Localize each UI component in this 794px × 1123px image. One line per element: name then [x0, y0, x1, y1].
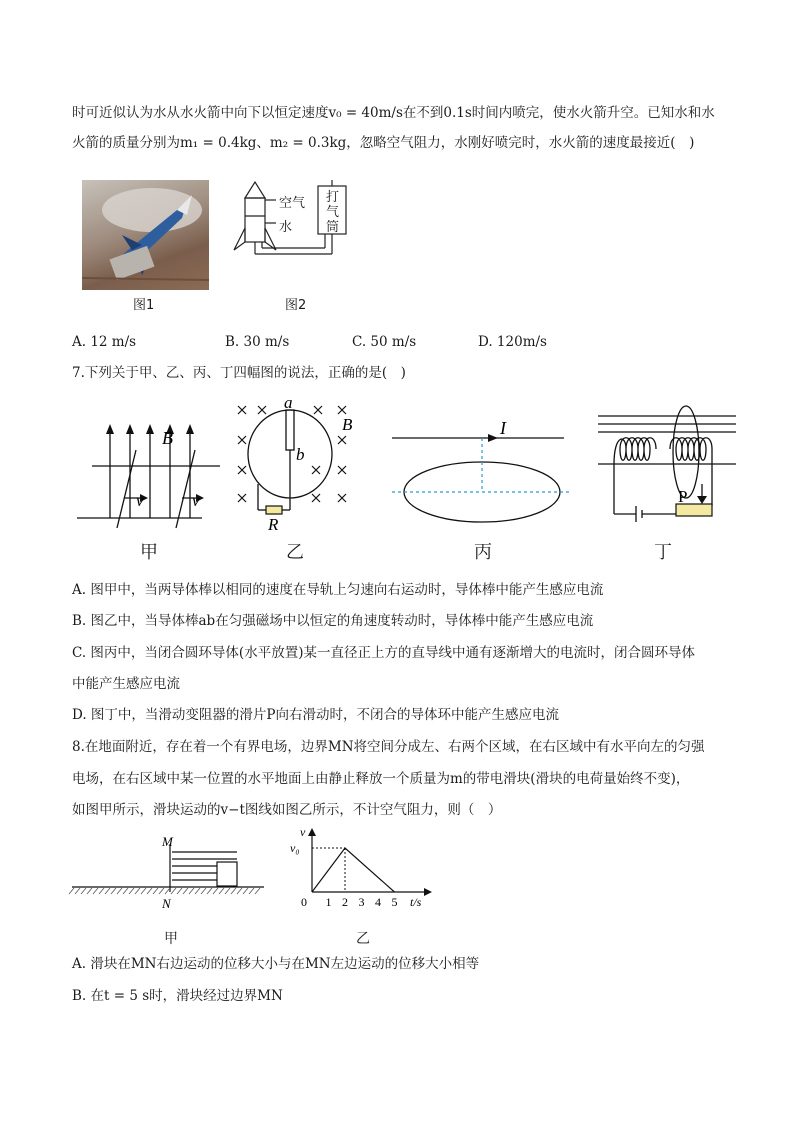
q7-option-a[interactable]: A. 图甲中，当两导体棒以相同的速度在导轨上匀速向右运动时，导体棒中能产生感应电流 [72, 582, 604, 598]
y-axis-label: v [300, 825, 306, 839]
field-into-page-mark [314, 406, 322, 414]
fig2-caption: 图2 [285, 298, 307, 313]
field-into-page-mark [312, 494, 320, 502]
label-v: v [136, 491, 144, 510]
caption-ding: 丁 [654, 542, 672, 563]
fig1-caption: 图1 [133, 298, 155, 313]
field-into-page-mark [238, 436, 246, 444]
label-I: I [500, 418, 506, 438]
q8-line-3: 如图甲所示，滑块运动的v−t图线如图乙所示，不计空气阻力，则（ ） [72, 802, 502, 818]
q7-option-b[interactable]: B. 图乙中，当导体棒ab在匀强磁场中以恒定的角速度转动时，导体棒中能产生感应电流 [72, 613, 594, 629]
caption-jia: 甲 [140, 542, 158, 563]
q8-caption-jia: 甲 [164, 931, 178, 947]
q8-option-a[interactable]: A. 滑块在MN右边运动的位移大小与在MN左边运动的位移大小相等 [72, 956, 480, 972]
pump-char: 气 [326, 205, 340, 220]
y-tick-label: v₀ [290, 841, 300, 855]
fig2-label-water: 水 [279, 220, 293, 235]
x-tick-label: 0 [301, 895, 307, 909]
q8-fig-jia [72, 832, 272, 912]
field-into-page-mark [338, 436, 346, 444]
q6-line-1: 时可近似认为水从水火箭中向下以恒定速度v₀ = 40m/s在不到0.1s时间内喷完，使水火箭升空。已知水和水 [72, 105, 715, 121]
q8-option-b[interactable]: B. 在t = 5 s时，滑块经过边界MN [72, 988, 283, 1004]
q7-fig-jia [72, 400, 232, 530]
x-tick-label: 3 [358, 895, 365, 909]
x-tick-label: 2 [342, 895, 348, 909]
pump-char: 打 [326, 190, 340, 205]
q7-option-c-line-1[interactable]: C. 图丙中，当闭合圆环导体(水平放置)某一直径正上方的直导线中通有逐渐增大的电流时，闭合圆环导体 [72, 645, 695, 661]
field-into-page-mark [312, 466, 320, 474]
label-M: M [162, 834, 173, 849]
field-into-page-mark [258, 406, 266, 414]
q8-line-1: 8.在地面附近，存在着一个有界电场，边界MN将空间分成左、右两个区域，在右区域中有水平向左的匀强 [72, 739, 705, 755]
field-into-page-mark [338, 494, 346, 502]
label-v: v [192, 491, 200, 510]
label-N: N [162, 896, 171, 911]
fig2-label-air: 空气 [279, 196, 306, 211]
pump-char: 筒 [326, 220, 340, 235]
vt-chart [290, 825, 438, 916]
q6-line-2: 火箭的质量分别为m₁ = 0.4kg、m₂ = 0.3kg，忽略空气阻力，水刚好喷完时，水火箭的速度最接近( ) [72, 135, 695, 151]
field-into-page-mark [238, 406, 246, 414]
q7-stem: 7.下列关于甲、乙、丙、丁四幅图的说法，正确的是( ) [72, 365, 406, 381]
field-into-page-mark [238, 494, 246, 502]
label-b: b [296, 445, 305, 464]
q8-caption-yi: 乙 [356, 931, 370, 947]
caption-yi: 乙 [286, 542, 304, 563]
label-B: B [342, 415, 353, 434]
x-axis-label: t/s [410, 895, 422, 909]
q6-option-d[interactable]: D. 120m/s [478, 334, 547, 350]
label-B: B [162, 428, 173, 448]
field-into-page-mark [338, 466, 346, 474]
label-R: R [268, 515, 279, 534]
fig2-pump-label [326, 190, 339, 235]
q7-fig-ding [598, 404, 748, 534]
water-rocket-photo [82, 180, 209, 290]
q7-fig-bing [392, 420, 572, 530]
q7-option-c-line-2[interactable]: 中能产生感应电流 [72, 676, 180, 692]
caption-bing: 丙 [474, 542, 492, 563]
x-tick-label: 1 [325, 895, 332, 909]
q6-option-b[interactable]: B. 30 m/s [225, 334, 290, 350]
q6-option-c[interactable]: C. 50 m/s [352, 334, 417, 350]
label-a: a [284, 393, 293, 412]
field-into-page-mark [338, 406, 346, 414]
q8-line-2: 电场，在右区域中某一位置的水平地面上由静止释放一个质量为m的带电滑块(滑块的电荷量始终不变)， [72, 771, 690, 787]
x-tick-label: 4 [375, 895, 381, 909]
q6-option-a[interactable]: A. 12 m/s [72, 334, 137, 350]
label-P: P [678, 487, 688, 506]
field-into-page-mark [238, 466, 246, 474]
x-tick-label: 5 [391, 895, 398, 909]
q7-option-d[interactable]: D. 图丁中，当滑动变阻器的滑片P向右滑动时，不闭合的导体环中能产生感应电流 [72, 707, 560, 723]
vt-series-line [312, 848, 395, 892]
q7-fig-yi [232, 393, 372, 536]
